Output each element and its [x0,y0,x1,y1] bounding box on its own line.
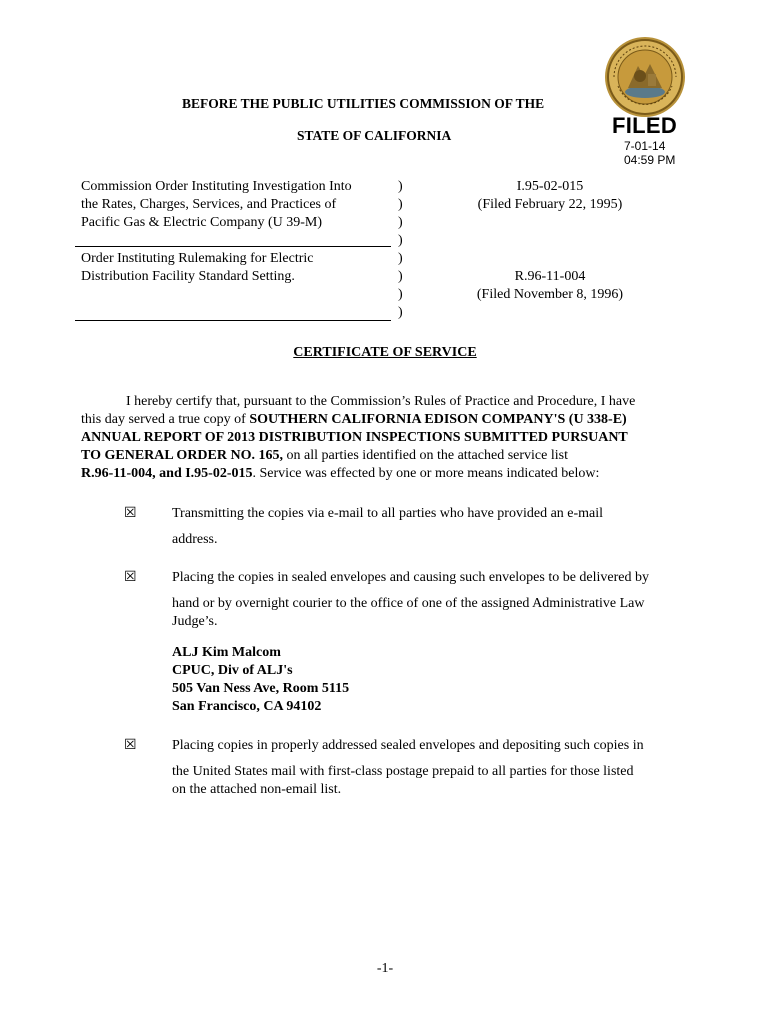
document-heading-line1: BEFORE THE PUBLIC UTILITIES COMMISSION OF THE [182,96,545,111]
docket2 [450,268,650,304]
certificate-title: CERTIFICATE OF SERVICE [293,345,477,360]
filed-time: 04:59 PM [624,153,676,167]
case2-title-line: Distribution Facility Standard Setting. [81,269,295,284]
document-heading-line2: STATE OF CALIFORNIA [297,128,452,143]
docket1-number: I.95-02-015 [516,179,584,194]
california-puc-seal-icon [604,36,686,118]
paragraph-line: this day served a true copy of SOUTHERN CALIFORNIA EDISON COMPANY'S (U 338-E) [81,412,627,427]
filed-stamp-label: FILED [612,113,678,138]
checked-box-icon: ☒ [124,569,137,585]
case2-title-line: Order Instituting Rulemaking for Electric [81,251,314,266]
service-method-email: Transmitting the copies via e-mail to all parties who have provided an e-mail address. [172,506,604,547]
page-number: -1- [376,961,394,976]
case1-title-line: Pacific Gas & Electric Company (U 39-M) [81,215,323,230]
paragraph-line: TO GENERAL ORDER NO. 165, on all parties identified on the attached service list [81,448,568,463]
service-method-mail: Placing copies in properly addressed sealed envelopes and depositing such copies in the United States mail with first-class postage prepaid to all parties for those listed on the attached non-email list. [172,738,644,797]
case1-title-line: the Rates, Charges, Services, and Practices of [81,197,337,212]
caption-parentheses: ) ) ) ) ) ) ) ) [398,179,403,320]
docket1 [450,178,650,214]
filed-date: 7-01-14 [624,139,666,153]
caption-divider [75,320,391,321]
docket2-filed: (Filed November 8, 1996) [476,287,624,302]
case1-title-line: Commission Order Instituting Investigation Into [81,179,352,194]
docket2-number: R.96-11-004 [514,269,586,284]
checked-box-icon: ☒ [124,505,137,521]
service-method-hand-delivery: Placing the copies in sealed envelopes and causing such envelopes to be delivered by hand or by overnight courier to the office of one of the assigned Administrative Law Judge’s. [172,570,650,629]
checked-box-icon: ☒ [124,737,137,753]
certificate-paragraph [81,393,691,483]
caption-divider [75,246,391,247]
paragraph-line: I hereby certify that, pursuant to the Commission’s Rules of Practice and Procedure, I have [126,394,636,409]
paragraph-line: ANNUAL REPORT OF 2013 DISTRIBUTION INSPECTIONS SUBMITTED PURSUANT [81,430,628,445]
alj-address: ALJ Kim Malcom CPUC, Div of ALJ's 505 Van Ness Ave, Room 5115 San Francisco, CA 94102 [172,645,350,714]
docket1-filed: (Filed February 22, 1995) [477,197,623,212]
paragraph-line: R.96-11-004, and I.95-02-015. Service was effected by one or more means indicated below: [81,466,600,481]
